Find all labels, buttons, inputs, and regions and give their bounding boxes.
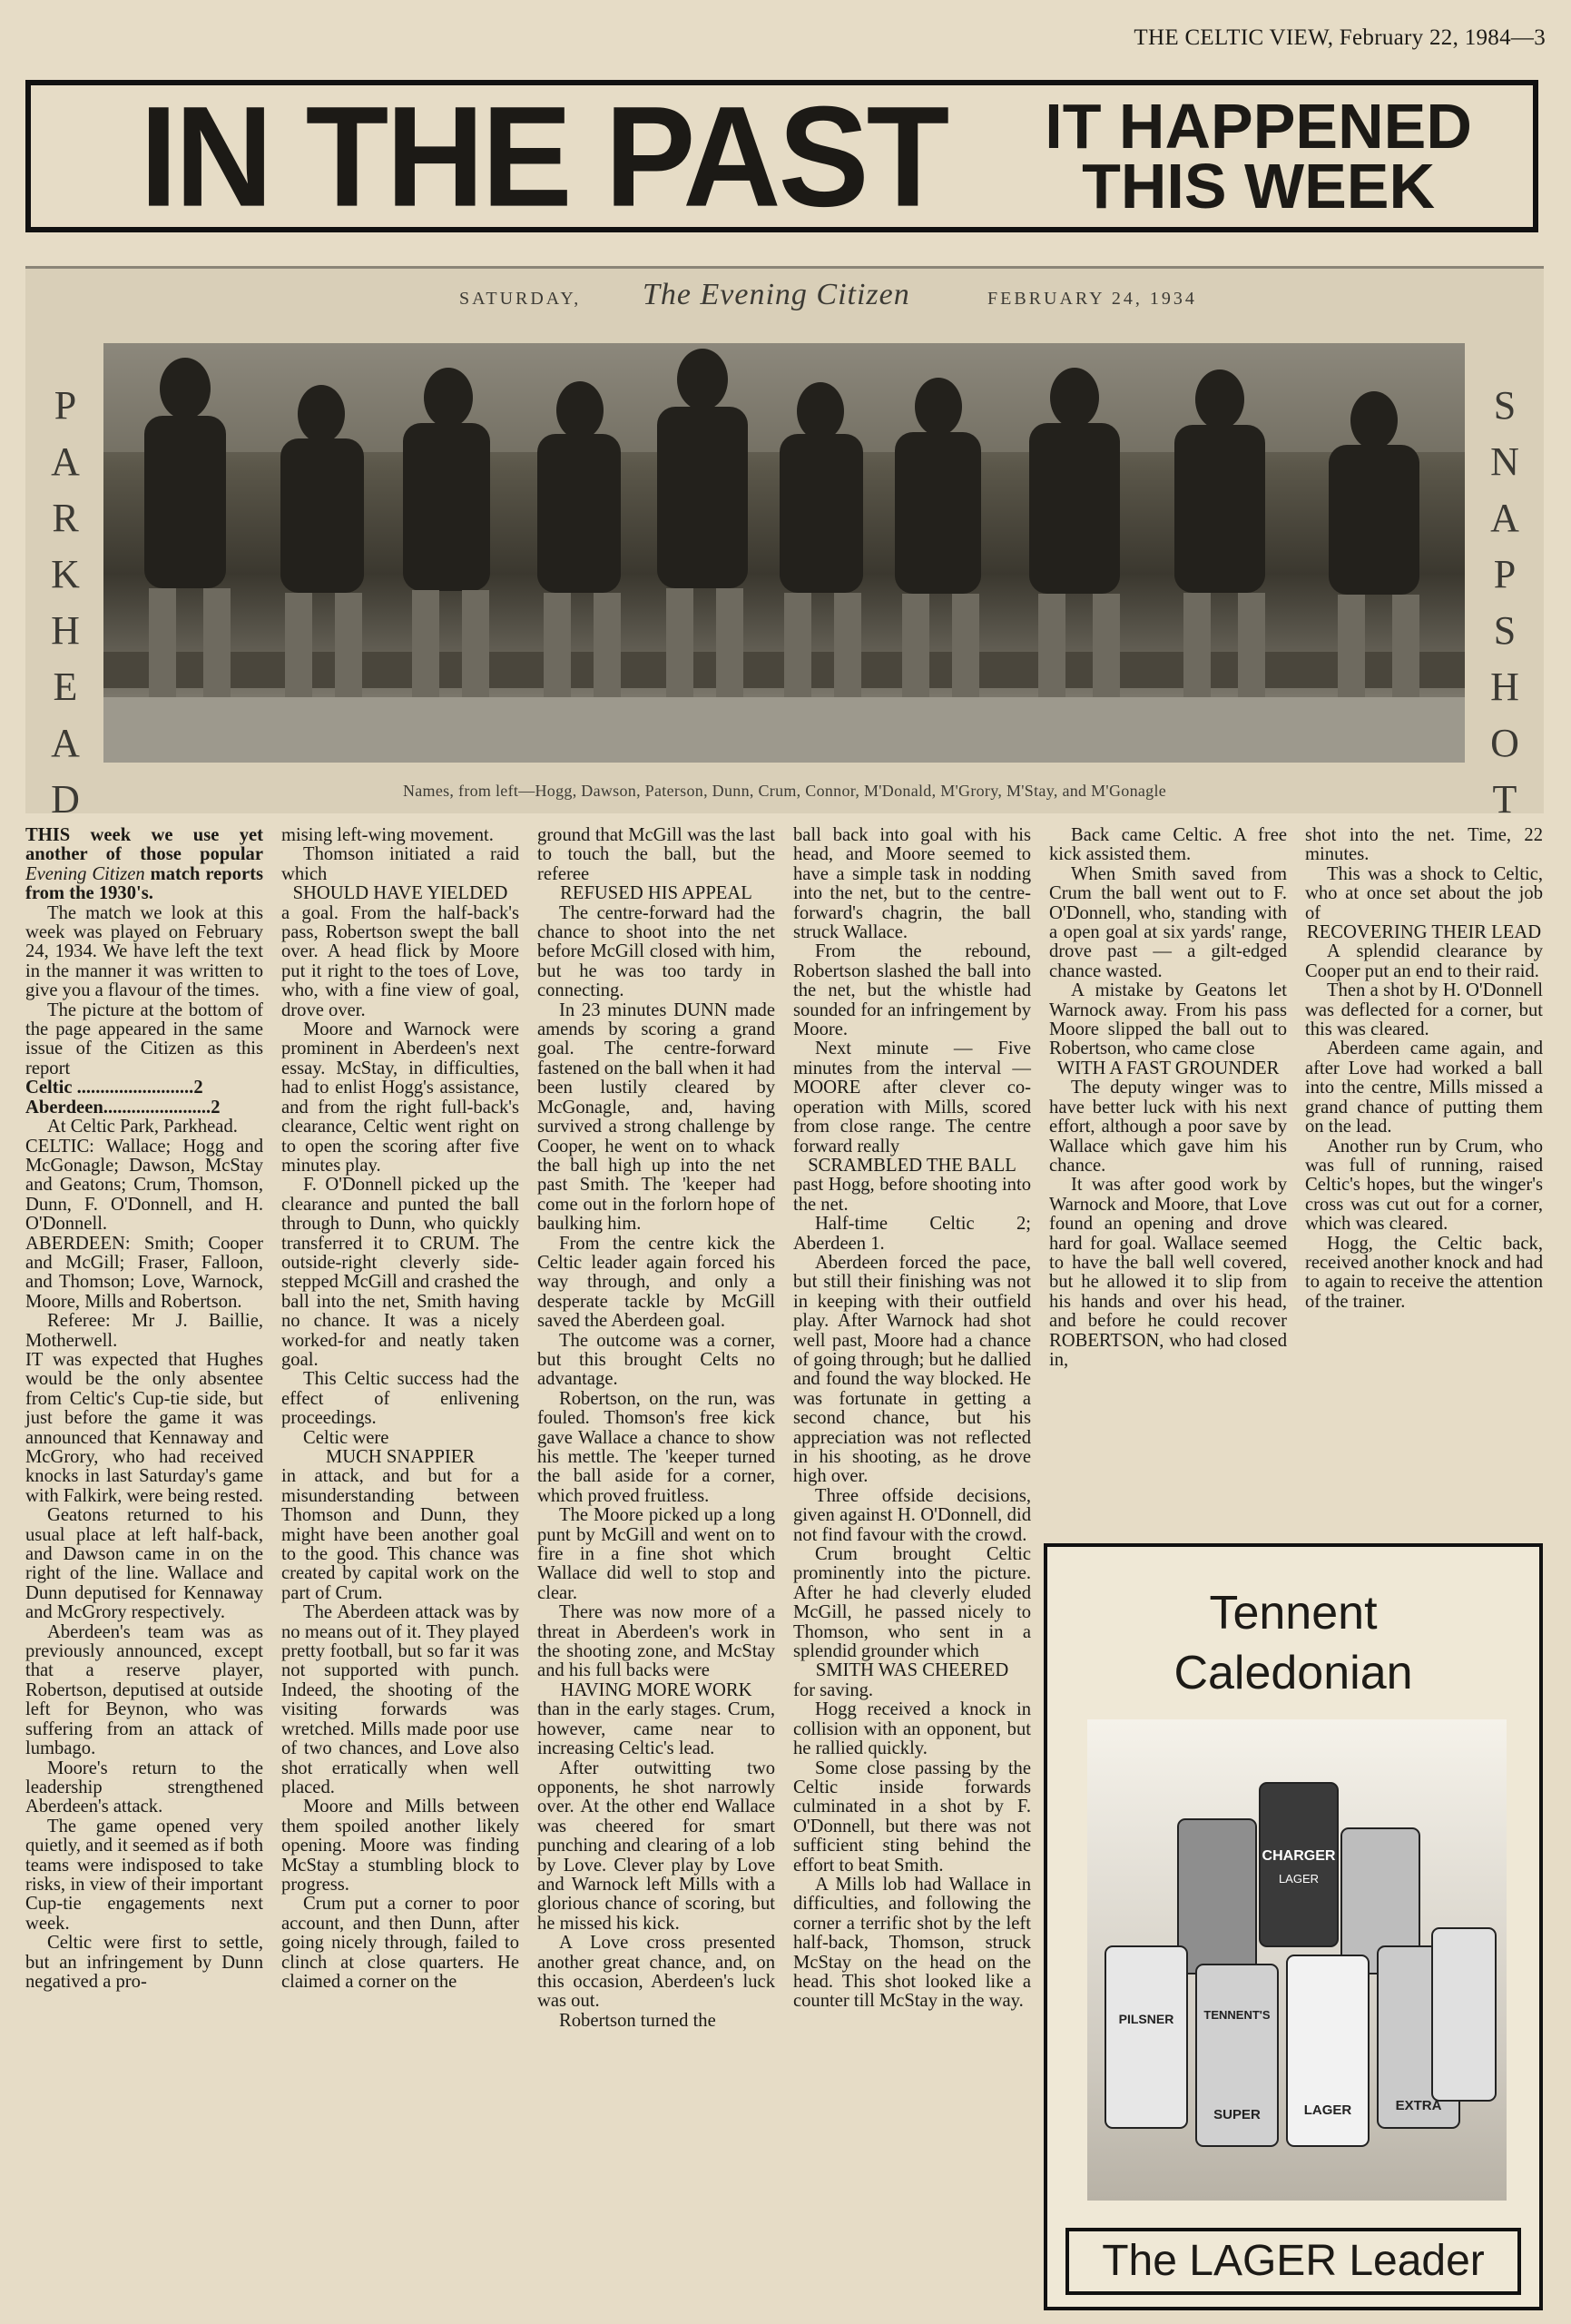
- ad-title: [1047, 1583, 1539, 1703]
- celtic-lineup: CELTIC: Wallace; Hogg and McGonagle; Dawson, McStay and Geatons; Crum, Thomson, Dunn, F. O'Donnell, and H. O'Donnell.: [25, 1136, 263, 1235]
- paragraph: Another run by Crum, who was full of running, raised Celtic's hopes, but the winger's cross was cut out for a corner, which was cleared.: [1305, 1136, 1543, 1235]
- subheading: HAVING MORE WORK: [560, 1679, 752, 1700]
- paragraph: There was now more of a threat in Aberdeen's work in the shooting zone, and McStay and his full backs were: [537, 1602, 775, 1681]
- paragraph: A Love cross presented another great chance, and, on this occasion, Aberdeen's luck was out.: [537, 1933, 775, 2012]
- paragraph: From the rebound, Robertson slashed the ball into the net, but the whistle had sounded for an infringement by Moore.: [793, 941, 1031, 1040]
- venue: At Celtic Park, Parkhead.: [47, 1117, 238, 1137]
- paragraph: Hogg received a knock in collision with an opponent, but he rallied quickly.: [793, 1699, 1031, 1759]
- vertical-word-parkhead: [38, 378, 93, 828]
- intro-paper-name: Evening Citizen: [25, 863, 145, 884]
- article-column-3: [537, 826, 775, 2031]
- paragraph: From the centre kick the Celtic leader again forced his way through, and only a desperate tackle by McGill saved the Aberdeen goal.: [537, 1233, 775, 1332]
- paragraph: In 23 minutes DUNN made amends by scoring a grand goal. The centre-forward fastened on the ball when it had been lustily cleared by McGonagle, and, having survived a strong challenge by Cooper, he went on to whack the ball high up into the net past Smith. The 'keeper had come out in the forlorn hope of baulking him.: [537, 1000, 775, 1235]
- can-label: TENNENT'S: [1203, 2008, 1271, 2022]
- paragraph: shot into the net. Time, 22 minutes.: [1305, 825, 1543, 865]
- paragraph: The game opened very quietly, and it seemed as if both teams were indisposed to take risks, in view of their important Cup-tie engagements next week.: [25, 1816, 263, 1934]
- headline-sub-line1: IT HAPPENED: [1045, 90, 1472, 162]
- paragraph: Celtic were first to settle, but an infringement by Dunn negatived a pro-: [25, 1933, 263, 1992]
- vertical-letter: P: [54, 383, 77, 428]
- paragraph: in attack, and but for a misunderstanding between Thomson and Dunn, they might have been another goal to the good. This chance was created by capital work on the part of Crum.: [281, 1466, 519, 1603]
- paragraph: Next minute — Five minutes from the interval — MOORE after clever co-operation with Mills, scored from close range. The centre forward really: [793, 1039, 1031, 1157]
- headline-sub: [1045, 90, 1472, 222]
- vertical-letter: N: [1490, 439, 1519, 484]
- paragraph: When Smith saved from Crum the ball went out to F. O'Donnell, who, standing with a open goal at six yards' range, drove past — a gilt-edged chance wasted.: [1049, 863, 1287, 981]
- referee: Referee: Mr J. Baillie, Motherwell.: [25, 1311, 263, 1351]
- newspaper-clipping: [25, 266, 1544, 822]
- aberdeen-lineup: ABERDEEN: Smith; Cooper and McGill; Fraser, Falloon, and Thomson; Love, Warnock, Moore, Mills and Robertson.: [25, 1233, 263, 1312]
- paragraph: than in the early stages. Crum, however, came near to increasing Celtic's lead.: [537, 1699, 775, 1759]
- vertical-letter: H: [51, 608, 80, 653]
- can-label: LAGER: [1303, 2102, 1352, 2118]
- vertical-letter: R: [52, 496, 79, 540]
- headline-sub-line2: THIS WEEK: [1082, 151, 1436, 222]
- subheading: SHOULD HAVE YIELDED: [292, 883, 508, 904]
- paragraph: A Mills lob had Wallace in difficulties, and following the corner a terrific shot by the left half-back, Thomson, struck McStay on the head on the head. This shot looked like a counter till McStay in the way.: [793, 1874, 1031, 2012]
- vertical-word-snapshot: [1478, 378, 1532, 828]
- clipping-date: FEBRUARY 24, 1934: [987, 289, 1197, 309]
- can-label: EXTRA: [1395, 2098, 1442, 2113]
- headline-banner: [25, 75, 1538, 237]
- article-column-6: [1305, 826, 1543, 1312]
- paragraph: F. O'Donnell picked up the clearance and punted the ball through to Dunn, who quickly transferred it to CRUM. The outside-right cleverly side-stepped McGill and crashed the ball into the net, Smith having no chance. It was a nicely worked-for and neatly taken goal.: [281, 1175, 519, 1370]
- ad-slogan: The LAGER Leader: [1065, 2228, 1521, 2295]
- paragraph: The Aberdeen attack was by no means out of it. They played pretty football, but so far it was not supported with punch. Indeed, the shooting of the visiting forwards was wretched. Mills made poor use of two chances, and Love also shot erratically when well placed.: [281, 1602, 519, 1797]
- subheading: SMITH WAS CHEERED: [815, 1660, 1009, 1681]
- paragraph: The picture at the bottom of the page appeared in the same issue of the Citizen as this report: [25, 1000, 263, 1078]
- paragraph: The centre-forward had the chance to shoot into the net before McGill closed with him, but he was too tardy in connecting.: [537, 902, 775, 1001]
- vertical-letter: D: [51, 777, 80, 822]
- intro-tail: match reports from the 1930's.: [25, 863, 263, 904]
- paragraph: It was after good work by Warnock and Moore, that Love found an opening and drove hard for goal. Wallace seemed to have the ball well covered, but he allowed it to slip from his hands and over his head, and before he could recover ROBERTSON, who had closed in,: [1049, 1175, 1287, 1370]
- paragraph: Crum brought Celtic prominently into the picture. After he had cleverly eluded McGill, he passed nicely to Thomson, who sent in a splendid grounder which: [793, 1544, 1031, 1662]
- paragraph: Crum put a corner to poor account, and then Dunn, after going nicely through, failed to clinch at close quarters. He claimed a corner on the: [281, 1894, 519, 1992]
- paragraph: Some close passing by the Celtic inside forwards culminated in a shot by F. O'Donnell, but there was not sufficient sting behind the effort to beat Smith.: [793, 1758, 1031, 1876]
- article-column-2: [281, 826, 519, 1992]
- ad-title-line2: Caledonian: [1173, 1647, 1413, 1699]
- article-column-4: [793, 826, 1031, 2012]
- paragraph: Celtic were: [303, 1427, 389, 1448]
- can-label: LAGER: [1278, 1872, 1320, 1886]
- photo-caption: Names, from left—Hogg, Dawson, Paterson, Dunn, Crum, Connor, M'Donald, M'Grory, M'Stay, and M'Gonagle: [402, 782, 1167, 800]
- paragraph: IT was expected that Hughes would be the only absentee from Celtic's Cup-tie side, but just before the game it was announced that Kennaway and McGrory, who had received knocks in last Saturday's game with Falkirk, were being rested.: [25, 1349, 263, 1506]
- paragraph: This was a shock to Celtic, who at once set about the job of: [1305, 863, 1543, 923]
- paragraph: Thomson initiated a raid which: [281, 844, 519, 884]
- page-header: THE CELTIC VIEW, February 22, 1984—3: [1134, 25, 1546, 50]
- vertical-letter: A: [1490, 496, 1519, 540]
- subheading: MUCH SNAPPIER: [325, 1447, 476, 1467]
- vertical-letter: S: [1493, 383, 1517, 428]
- ad-title-line1: Tennent: [1209, 1587, 1378, 1640]
- headline-main: IN THE PAST: [140, 75, 948, 237]
- can-label: SUPER: [1213, 2107, 1261, 2122]
- vertical-letter: S: [1493, 608, 1517, 653]
- team-photo: [103, 343, 1465, 763]
- paragraph: Aberdeen forced the pace, but still their finishing was not in keeping with their outfield play. After Warnock had shot well past, Moore had a chance of going through; but he dallied and found the way blocked. He was fortunate in getting a second chance, but his appreciation was not reflected in his shooting, as he drove high over.: [793, 1252, 1031, 1487]
- subheading: WITH A FAST GROUNDER: [1056, 1058, 1280, 1078]
- paragraph: ground that McGill was the last to touch the ball, but the referee: [537, 825, 775, 884]
- paragraph: Half-time Celtic 2; Aberdeen 1.: [793, 1214, 1031, 1254]
- paragraph: mising left-wing movement.: [281, 825, 494, 845]
- paragraph: Hogg, the Celtic back, received another knock and had to again to receive the attention of the trainer.: [1305, 1233, 1543, 1312]
- paragraph: Robertson turned the: [559, 2010, 716, 2031]
- paragraph: Aberdeen's team was as previously announced, except that a reserve player, Robertson, deputised at outside left for Beynon, who was suffering from an attack of lumbago.: [25, 1621, 263, 1759]
- paragraph: Then a shot by H. O'Donnell was deflected for a corner, but this was cleared.: [1305, 980, 1543, 1040]
- tennent-advertisement: [1044, 1543, 1543, 2310]
- paragraph: Back came Celtic. A free kick assisted them.: [1049, 825, 1287, 865]
- vertical-letter: H: [1490, 665, 1519, 709]
- paragraph: Moore's return to the leadership strengthened Aberdeen's attack.: [25, 1758, 263, 1817]
- paragraph: The outcome was a corner, but this brought Celts no advantage.: [537, 1330, 775, 1390]
- paragraph: a goal. From the half-back's pass, Robertson swept the ball over. A head flick by Moore put it right to the toes of Love, who, with a fine view of goal, drove over.: [281, 902, 519, 1020]
- paragraph: Moore and Warnock were prominent in Aberdeen's next essay. McStay, in difficulties, had to enlist Hogg's assistance, and from the right full-back's clearance, Celtic went right on to open the scoring after five minutes play.: [281, 1019, 519, 1176]
- intro-paragraph: [25, 826, 263, 904]
- paragraph: Moore and Mills between them spoiled another likely opening. Moore was finding McStay a stumbling block to progress.: [281, 1797, 519, 1895]
- vertical-letter: P: [1493, 552, 1517, 596]
- paragraph: Aberdeen came again, and after Love had worked a ball into the centre, Mills missed a grand chance of putting them on the lead.: [1305, 1039, 1543, 1137]
- subheading: RECOVERING THEIR LEAD: [1306, 922, 1542, 943]
- paragraph: past Hogg, before shooting into the net.: [793, 1175, 1031, 1215]
- subheading: REFUSED HIS APPEAL: [560, 883, 752, 904]
- score-line-celtic: Celtic .........................2: [25, 1078, 203, 1098]
- vertical-letter: A: [51, 721, 80, 765]
- article-column-5: [1049, 826, 1287, 1370]
- intro-lead: THIS week we use yet another of those popular: [25, 825, 263, 865]
- paragraph: Geatons returned to his usual place at left half-back, and Dawson came in on the right of the line. Wallace and Dunn deputised for Kennaway and McGrory respectively.: [25, 1505, 263, 1623]
- paragraph: After outwitting two opponents, he shot narrowly over. At the other end Wallace was cheered for smart punching and clearing of a lob by Love. Clever play by Love and Warnock left Mills with a glorious chance of scoring, but he missed his kick.: [537, 1758, 775, 1934]
- vertical-letter: T: [1492, 777, 1517, 822]
- paragraph: This Celtic success had the effect of enlivening proceedings.: [281, 1369, 519, 1429]
- lager-cans-photo: [1087, 1719, 1507, 2201]
- can-label: PILSNER: [1118, 2012, 1174, 2026]
- clipping-day: SATURDAY,: [459, 289, 582, 309]
- paragraph: The match we look at this week was played on February 24, 1934. We have left the text in the manner it was written to give you a flavour of the times.: [25, 902, 263, 1001]
- paragraph: ball back into goal with his head, and Moore seemed to have a simple task in nodding into the net, but to the centre-forward's chagrin, the ball struck Wallace.: [793, 825, 1031, 943]
- lager-cans-illustration: [1087, 1719, 1507, 2201]
- paragraph: for saving.: [793, 1679, 874, 1700]
- subheading: SCRAMBLED THE BALL: [808, 1155, 1016, 1176]
- team-photo-illustration: [103, 343, 1465, 763]
- paragraph: A splendid clearance by Cooper put an end to their raid.: [1305, 941, 1543, 981]
- can-label: CHARGER: [1262, 1848, 1336, 1864]
- vertical-letter: E: [53, 665, 78, 709]
- vertical-letter: K: [51, 552, 80, 596]
- article-column-1: [25, 826, 263, 1992]
- paragraph: The Moore picked up a long punt by McGill and went on to fire in a fine shot which Wallace did well to stop and clear.: [537, 1505, 775, 1603]
- paragraph: A mistake by Geatons let Warnock away. From his pass Moore slipped the ball out to Robertson, who came close: [1049, 980, 1287, 1059]
- vertical-letter: O: [1490, 721, 1519, 765]
- paragraph: The deputy winger was to have better luck with his next effort, although a poor save by Wallace which gave him his chance.: [1049, 1078, 1287, 1176]
- paragraph: Robertson, on the run, was fouled. Thomson's free kick gave Wallace a chance to show his mettle. The 'keeper turned the ball aside for a corner, which proved fruitless.: [537, 1388, 775, 1506]
- score-line-aberdeen: Aberdeen.......................2: [25, 1097, 221, 1118]
- paragraph: Three offside decisions, given against H. O'Donnell, did not find favour with the crowd.: [793, 1485, 1031, 1545]
- clipping-paper-name: The Evening Citizen: [643, 278, 910, 311]
- vertical-letter: A: [51, 439, 80, 484]
